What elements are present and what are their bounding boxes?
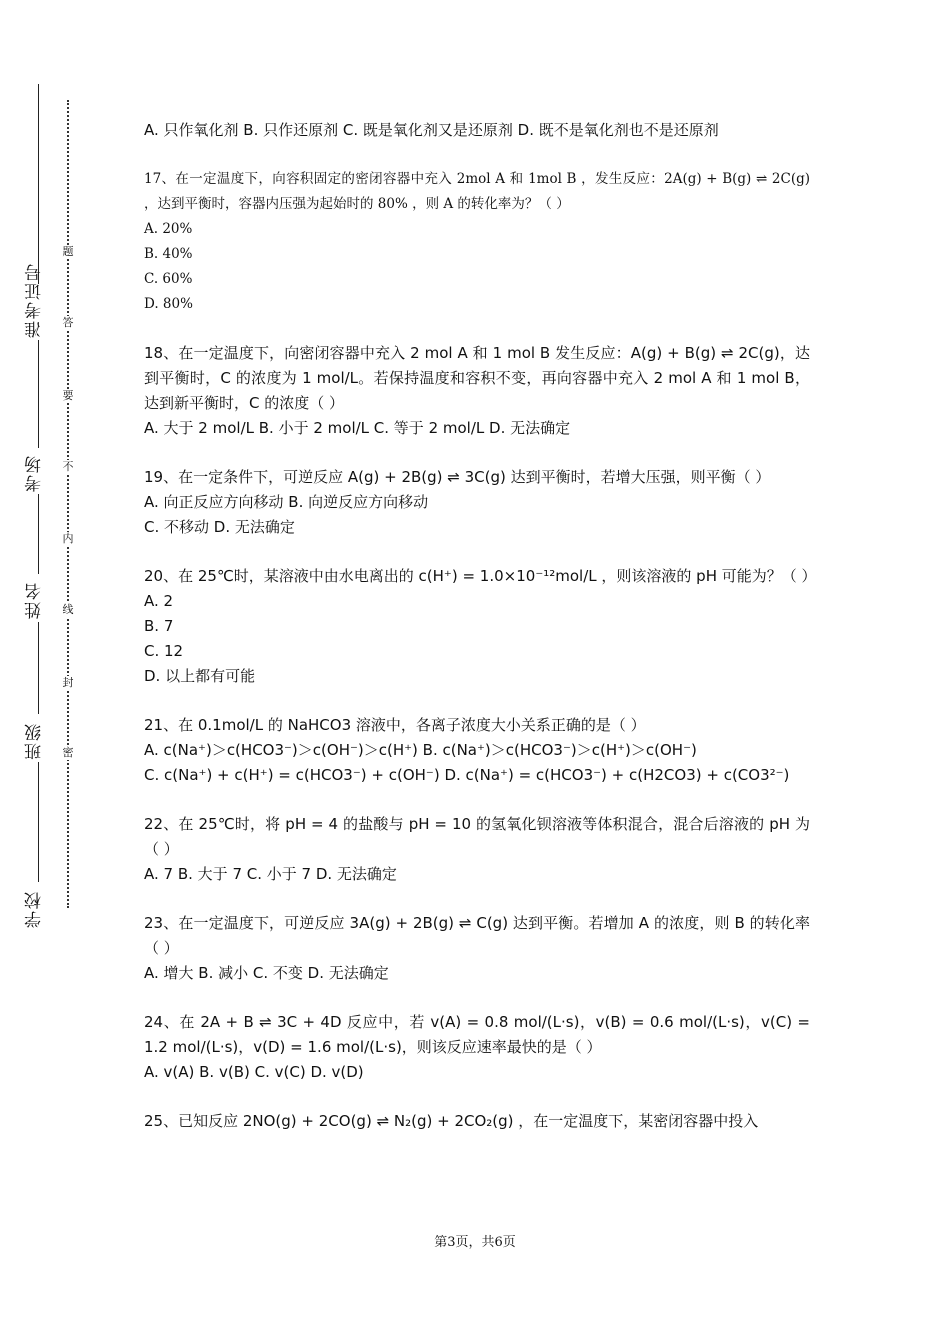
seal-char: 封 (62, 676, 74, 689)
seal-char: 不 (62, 460, 74, 473)
seal-char: 要 (62, 389, 74, 402)
question-stem: 20、在 25℃时，某溶液中由水电离出的 c(H⁺) = 1.0×10⁻¹²mol/L ，则该溶液的 pH 可能为？（ ） (144, 567, 817, 585)
question-16-options (144, 118, 810, 143)
question-17 (144, 167, 810, 317)
option-line: A. 增大 B. 减小 C. 不变 D. 无法确定 (144, 964, 389, 982)
option-line: A. v(A) B. v(B) C. v(C) D. v(D) (144, 1063, 364, 1081)
binding-label-name: 姓名 (25, 581, 45, 619)
option-b: B. 40% (144, 246, 193, 262)
question-25 (144, 1109, 810, 1134)
question-21 (144, 713, 810, 788)
option-a: A. 20% (144, 221, 193, 237)
binding-label-exam-number: 准考证号 (25, 262, 45, 338)
option-line: A. c(Na⁺)＞c(HCO3⁻)＞c(OH⁻)＞c(H⁺) B. c(Na⁺)＞c(HCO3⁻)＞c(H⁺)＞c(OH⁻) (144, 741, 697, 759)
question-stem: 18、在一定温度下，向密闭容器中充入 2 mol A 和 1 mol B 发生反应：A(g) + B(g) ⇌ 2C(g)，达到平衡时，C 的浓度为 1 mol/L。若保持温度和容积不变，再向容器中充入 2 mol A 和 1 mol B，达到新平衡时，C 的浓度（ ） (144, 344, 810, 412)
question-23 (144, 911, 810, 986)
binding-line (38, 762, 39, 882)
binding-line (38, 622, 39, 714)
seal-char: 密 (62, 746, 74, 759)
question-stem: 25、已知反应 2NO(g) + 2CO(g) ⇌ N₂(g) + 2CO₂(g) ，在一定温度下，某密闭容器中投入 (144, 1112, 759, 1130)
option-d: D. 80% (144, 296, 193, 312)
question-stem: 19、在一定条件下，可逆反应 A(g) + 2B(g) ⇌ 3C(g) 达到平衡时，若增大压强，则平衡（ ） (144, 468, 771, 486)
question-stem: 17、在一定温度下，向容积固定的密闭容器中充入 2mol A 和 1mol B ，发生反应：2A(g) + B(g) ⇌ 2C(g) ，达到平衡时，容器内压强为起始时的 80% ，则 A 的转化率为？（ ） (144, 171, 810, 212)
binding-label-exam-room: 考场 (25, 454, 45, 492)
question-stem: 22、在 25℃时，将 pH = 4 的盐酸与 pH = 10 的氢氧化钡溶液等体积混合，混合后溶液的 pH 为（ ） (144, 815, 810, 858)
option-b: B. 7 (144, 617, 174, 635)
question-list (144, 118, 817, 1158)
binding-line (38, 84, 39, 284)
binding-line (38, 340, 39, 448)
seal-dotted-line (67, 100, 69, 908)
option-c: C. 12 (144, 642, 184, 660)
option-line: A. 大于 2 mol/L B. 小于 2 mol/L C. 等于 2 mol/L D. 无法确定 (144, 419, 571, 437)
option-line: C. 不移动 D. 无法确定 (144, 518, 295, 536)
option-line: C. c(Na⁺) + c(H⁺) = c(HCO3⁻) + c(OH⁻) D. c(Na⁺) = c(HCO3⁻) + c(H2CO3) + c(CO3²⁻) (144, 766, 790, 784)
question-22 (144, 812, 810, 887)
option-c: C. 60% (144, 271, 193, 287)
question-stem: 24、在 2A + B ⇌ 3C + 4D 反应中，若 v(A) = 0.8 mol/(L·s)，v(B) = 0.6 mol/(L·s)，v(C) = 1.2 mol/(L·s)，v(D) = 1.6 mol/(L·s)，则该反应速率最快的是（ ） (144, 1013, 810, 1056)
seal-char: 线 (62, 603, 74, 616)
binding-line (38, 494, 39, 574)
question-stem: 21、在 0.1mol/L 的 NaHCO3 溶液中，各离子浓度大小关系正确的是（ ） (144, 716, 646, 734)
option-line: A. 7 B. 大于 7 C. 小于 7 D. 无法确定 (144, 865, 397, 883)
question-24 (144, 1010, 810, 1085)
option-d: D. 以上都有可能 (144, 667, 256, 685)
option-line: A. 只作氧化剂 B. 只作还原剂 C. 既是氧化剂又是还原剂 D. 既不是氧化剂也不是还原剂 (144, 121, 719, 139)
seal-char: 内 (62, 532, 74, 545)
page-footer: 第3页，共6页 (434, 1235, 516, 1250)
option-line: A. 向正反应方向移动 B. 向逆反应方向移动 (144, 493, 429, 511)
seal-char: 答 (62, 316, 74, 329)
option-a: A. 2 (144, 592, 174, 610)
binding-label-class: 班级 (25, 722, 45, 760)
seal-char: 题 (62, 245, 74, 258)
question-20 (144, 564, 817, 689)
binding-label-school: 学校 (25, 890, 45, 928)
question-18 (144, 341, 810, 441)
question-stem: 23、在一定温度下，可逆反应 3A(g) + 2B(g) ⇌ C(g) 达到平衡。若增加 A 的浓度，则 B 的转化率（ ） (144, 914, 810, 957)
question-19 (144, 465, 810, 540)
